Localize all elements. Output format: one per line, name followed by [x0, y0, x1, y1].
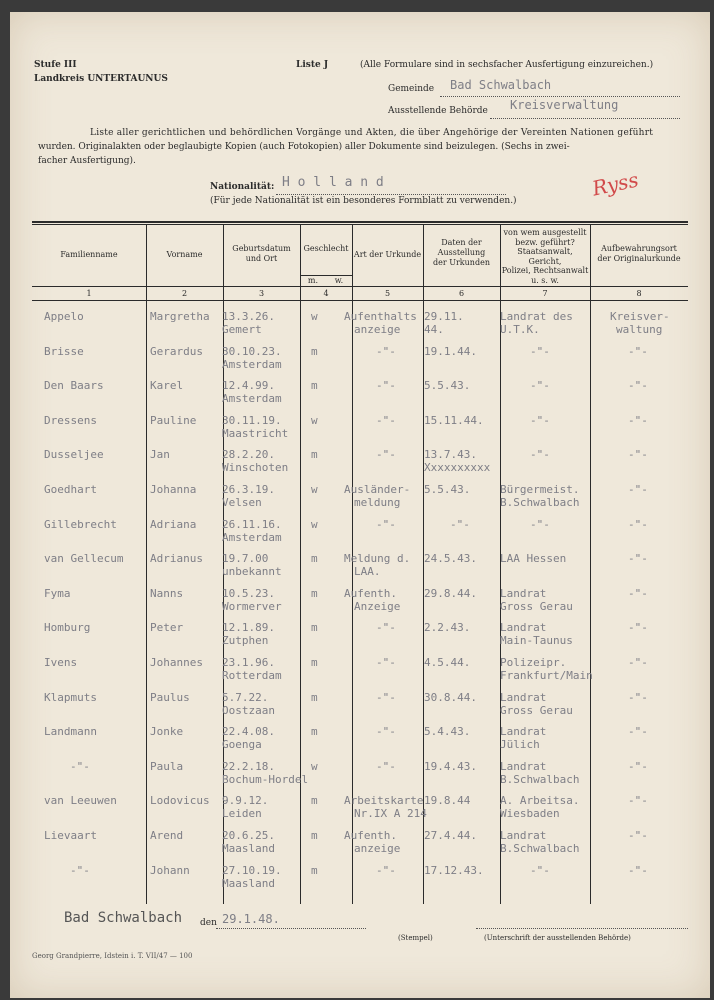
- cell-geschlecht: m: [311, 379, 318, 393]
- cell-vorname: Johannes: [150, 656, 203, 669]
- cell-geburtsort: Winschoten: [222, 461, 289, 475]
- cell-von-line1: Landrat des: [500, 310, 573, 323]
- cell-geburtsort: Gemert: [222, 323, 262, 336]
- cell-von-line2: Jülich: [500, 738, 540, 752]
- cell-geburtsort: Bochum-Hordel: [222, 772, 309, 786]
- col-number-5: 5: [384, 289, 391, 298]
- cell-geburtsdatum: 28.2.20.: [222, 448, 275, 462]
- cell-datum-line2: 44.: [424, 323, 444, 336]
- cell-familienname: -"-: [70, 759, 90, 773]
- table-top-rule: [32, 221, 688, 223]
- cell-datum-line1: 5.5.43.: [424, 379, 471, 393]
- cell-familienname: Lievaart: [44, 829, 97, 842]
- cell-art-line1: -"-: [376, 621, 396, 635]
- col-header-daten-line1: Daten der: [441, 238, 482, 247]
- cell-familienname: van Leeuwen: [44, 794, 117, 808]
- cell-art-line1: -"-: [376, 725, 396, 739]
- cell-geschlecht: w: [311, 517, 318, 531]
- footer-place: Bad Schwalbach: [64, 910, 183, 926]
- col-number-6: 6: [458, 289, 465, 298]
- col-number-8: 8: [636, 289, 642, 298]
- cell-datum-line1: 4.5.44.: [424, 656, 471, 669]
- cell-geschlecht: m: [311, 690, 318, 704]
- col-header-daten-line2: Ausstellung: [437, 248, 486, 257]
- cell-von-line2: Gross Gerau: [500, 599, 573, 613]
- gemeinde-label: Gemeinde: [388, 84, 435, 94]
- cell-datum-line1: 19.8.44: [424, 794, 471, 808]
- cell-von-line2: B.Schwalbach: [500, 772, 580, 786]
- cell-geschlecht: w: [311, 310, 318, 323]
- cell-vorname: Gerardus: [150, 344, 203, 358]
- cell-von-line1: Landrat: [500, 725, 547, 739]
- cell-familienname: Homburg: [44, 621, 91, 635]
- cell-datum-line1: 13.7.43.: [424, 448, 477, 462]
- cell-geschlecht: m: [311, 656, 318, 669]
- cell-ort-line1: -"-: [628, 413, 648, 427]
- cell-datum-line1: 2.2.43.: [424, 621, 471, 635]
- col-header-aufbewahrung-line2: der Originalurkunde: [597, 254, 681, 263]
- cell-von-line1: A. Arbeitsa.: [500, 794, 580, 808]
- col-header-geschlecht: Geschlecht: [303, 244, 349, 253]
- cell-von-line1: -"-: [530, 379, 550, 393]
- cell-geburtsdatum: 23.1.96.: [222, 656, 275, 669]
- cell-ort-line1: -"-: [628, 448, 648, 462]
- cell-vorname: Nanns: [150, 586, 184, 600]
- cell-geburtsort: Amsterdam: [222, 530, 282, 544]
- cell-geburtsdatum: 12.1.89.: [222, 621, 275, 635]
- cell-art-line1: -"-: [376, 759, 396, 773]
- cell-von-line1: Landrat: [500, 690, 547, 704]
- nationalitaet-dotted-line: [276, 194, 506, 195]
- cell-von-line1: LAA Hessen: [500, 552, 567, 566]
- cell-vorname: Adrianus: [150, 552, 203, 566]
- footer-date: 29.1.48.: [222, 912, 280, 926]
- cell-von-line1: Bürgermeist.: [500, 483, 580, 496]
- formulare-note: (Alle Formulare sind in sechsfacher Ausfertigung einzureichen.): [360, 60, 654, 70]
- cell-von-line2: U.T.K.: [500, 323, 540, 336]
- col-header-weiblich: w.: [334, 276, 344, 285]
- footer-unterschrift: (Unterschrift der ausstellenden Behörde): [484, 934, 631, 942]
- cell-geburtsdatum: 30.10.23.: [222, 344, 282, 358]
- cell-geburtsort: Oostzaan: [222, 703, 275, 717]
- cell-geschlecht: m: [311, 725, 318, 739]
- cell-datum-line1: 5.5.43.: [424, 483, 471, 496]
- cell-geburtsdatum: 12.4.99.: [222, 379, 275, 393]
- liste-label: Liste J: [296, 60, 329, 70]
- cell-von-line1: Landrat: [500, 621, 547, 635]
- cell-von-line2: Wiesbaden: [500, 807, 560, 821]
- cell-art-line2: anzeige: [354, 842, 401, 855]
- cell-geburtsort: Zutphen: [222, 634, 269, 648]
- col-number-4: 4: [323, 289, 329, 298]
- cell-art-line1: Aufenth.: [344, 829, 397, 842]
- cell-ort-line1: -"-: [628, 829, 648, 842]
- cell-geschlecht: w: [311, 759, 318, 773]
- cell-geburtsdatum: 30.11.19.: [222, 413, 282, 427]
- cell-vorname: Adriana: [150, 517, 197, 531]
- col-header-von-line5: u. s. w.: [531, 275, 559, 285]
- cell-ort-line1: -"-: [628, 344, 648, 358]
- cell-familienname: Klapmuts: [44, 690, 97, 704]
- stufe-label: Stufe III: [34, 60, 77, 70]
- cell-datum-line1: 30.8.44.: [424, 690, 477, 704]
- cell-geburtsdatum: 19.7.00: [222, 552, 269, 566]
- cell-art-line1: -"-: [376, 863, 396, 877]
- cell-familienname: Gillebrecht: [44, 517, 117, 531]
- cell-geburtsdatum: 20.6.25.: [222, 829, 275, 842]
- cell-geburtsort: Amsterdam: [222, 392, 282, 406]
- cell-vorname: Arend: [150, 829, 184, 842]
- cell-von-line1: -"-: [530, 863, 550, 877]
- cell-geschlecht: m: [311, 586, 318, 600]
- cell-art-line1: -"-: [376, 690, 396, 704]
- nationalitaet-note: (Für jede Nationalität ist ein besonderes Formblatt zu verwenden.): [210, 196, 517, 206]
- cell-vorname: Johanna: [150, 483, 197, 496]
- cell-ort-line1: -"-: [628, 725, 648, 739]
- col-header-von-wem: [500, 228, 590, 285]
- col-header-art: Art der Urkunde: [353, 250, 422, 259]
- cell-datum-line2: Xxxxxxxxxx: [424, 461, 491, 475]
- cell-geburtsdatum: 26.3.19.: [222, 483, 275, 496]
- col-header-von-line3: Staatsanwalt, Gericht,: [517, 247, 573, 266]
- intro-line-1: Liste aller gerichtlichen und behördlichen Vorgänge und Akten, die über Angehörige der Vereinten Nationen geführt: [90, 128, 654, 138]
- cell-datum-line1: 24.5.43.: [424, 552, 477, 566]
- col-number-1: 1: [86, 289, 92, 298]
- cell-vorname: Jan: [150, 448, 170, 462]
- col-header-geburt: [223, 244, 300, 264]
- cell-art-line1: Aufenthalts: [344, 310, 417, 323]
- cell-ort-line1: -"-: [628, 621, 648, 635]
- cell-familienname: Dressens: [44, 413, 97, 427]
- cell-ort-line1: -"-: [628, 794, 648, 808]
- cell-vorname: Pauline: [150, 413, 197, 427]
- nationalitaet-value: H o l l a n d: [282, 175, 384, 190]
- cell-vorname: Jonke: [150, 725, 184, 739]
- cell-ort-line1: -"-: [628, 759, 648, 773]
- cell-ort-line1: -"-: [628, 586, 648, 600]
- cell-geschlecht: m: [311, 552, 318, 566]
- col-header-daten-line3: der Urkunden: [433, 258, 490, 267]
- cell-vorname: Paulus: [150, 690, 190, 704]
- cell-familienname: van Gellecum: [44, 552, 124, 566]
- col-header-maennlich: m.: [307, 276, 319, 285]
- cell-von-line1: Landrat: [500, 829, 547, 842]
- cell-ort-line1: -"-: [628, 656, 648, 669]
- cell-datum-line1: 19.4.43.: [424, 759, 477, 773]
- behoerde-dotted-line: [490, 118, 680, 119]
- cell-ort-line1: Kreisver-: [610, 310, 670, 323]
- cell-art-line1: -"-: [376, 517, 396, 531]
- cell-familienname: Landmann: [44, 725, 97, 739]
- footer-den: den: [200, 918, 217, 928]
- cell-ort-line1: -"-: [628, 379, 648, 393]
- cell-geburtsort: Maasland: [222, 876, 275, 890]
- cell-familienname: -"-: [70, 863, 90, 877]
- cell-art-line1: Meldung d.: [344, 552, 411, 566]
- cell-art-line2: anzeige: [354, 323, 401, 336]
- footer-signature-line: [476, 928, 688, 929]
- cell-art-line1: -"-: [376, 344, 396, 358]
- cell-art-line2: Nr.IX A 214: [354, 807, 427, 821]
- cell-von-line1: -"-: [530, 448, 550, 462]
- col-header-von-line4: Polizei, Rechtsanwalt: [501, 266, 589, 275]
- cell-geschlecht: w: [311, 413, 318, 427]
- cell-vorname: Peter: [150, 621, 184, 635]
- cell-von-line2: Main-Taunus: [500, 634, 573, 648]
- nationalitaet-label: Nationalität:: [210, 182, 275, 192]
- cell-von-line2: Frankfurt/Main: [500, 669, 593, 682]
- col-divider-7: [590, 224, 591, 904]
- cell-von-line2: B.Schwalbach: [500, 496, 580, 509]
- cell-geschlecht: m: [311, 344, 318, 358]
- cell-geschlecht: m: [311, 448, 318, 462]
- cell-geschlecht: m: [311, 863, 318, 877]
- cell-geschlecht: m: [311, 829, 318, 842]
- cell-von-line2: Gross Gerau: [500, 703, 573, 717]
- cell-art-line1: Ausländer-: [344, 483, 411, 496]
- cell-geburtsort: Leiden: [222, 807, 262, 821]
- cell-vorname: Paula: [150, 759, 184, 773]
- landkreis-label: Landkreis UNTERTAUNUS: [34, 74, 168, 84]
- cell-datum-line1: 17.12.43.: [424, 863, 484, 877]
- red-handwritten-mark: Ryss: [590, 167, 641, 201]
- document-page: [10, 12, 710, 998]
- cell-datum-line1: 5.4.43.: [424, 725, 471, 739]
- col-header-familienname: Familienname: [60, 250, 118, 259]
- behoerde-value: Kreisverwaltung: [510, 98, 619, 112]
- cell-familienname: Den Baars: [44, 379, 104, 393]
- cell-geschlecht: m: [311, 794, 318, 808]
- gemeinde-value: Bad Schwalbach: [450, 78, 552, 92]
- cell-familienname: Brisse: [44, 344, 84, 358]
- cell-ort-line2: waltung: [616, 323, 663, 336]
- col-header-geburt-line1: Geburtsdatum: [232, 244, 291, 253]
- col-divider-1: [146, 224, 147, 904]
- cell-geschlecht: w: [311, 483, 318, 496]
- cell-geburtsort: Maastricht: [222, 426, 289, 440]
- cell-art-line1: Arbeitskarte: [344, 794, 424, 808]
- intro-line-3: facher Ausfertigung).: [38, 156, 136, 166]
- col-header-von-line2: bezw. geführt?: [515, 237, 575, 247]
- cell-datum-line1: 27.4.44.: [424, 829, 477, 842]
- cell-von-line1: -"-: [530, 413, 550, 427]
- cell-familienname: Fyma: [44, 586, 71, 600]
- cell-von-line1: -"-: [530, 344, 550, 358]
- cell-ort-line1: -"-: [628, 552, 648, 566]
- cell-geburtsdatum: 9.9.12.: [222, 794, 269, 808]
- cell-art-line1: -"-: [376, 379, 396, 393]
- cell-geburtsort: Goenga: [222, 738, 262, 752]
- col-header-vorname: Vorname: [166, 250, 203, 259]
- cell-art-line1: -"-: [376, 656, 396, 669]
- col-number-3: 3: [258, 289, 265, 298]
- intro-line-2: wurden. Originalakten oder beglaubigte Kopien (auch Fotokopien) aller Dokumente sind beizulegen. (Sechs in zwei-: [38, 142, 570, 152]
- cell-geschlecht: m: [311, 621, 318, 635]
- cell-von-line1: Landrat: [500, 759, 547, 773]
- cell-datum-line1: 29.11.: [424, 310, 464, 323]
- behoerde-label: Ausstellende Behörde: [388, 106, 488, 116]
- cell-ort-line1: -"-: [628, 483, 648, 496]
- cell-geburtsort: unbekannt: [222, 565, 282, 579]
- footer-stempel: (Stempel): [398, 934, 433, 942]
- cell-ort-line1: -"-: [628, 517, 648, 531]
- col-header-aufbewahrung-line1: Aufbewahrungsort: [601, 244, 677, 253]
- cell-ort-line1: -"-: [628, 690, 648, 704]
- gemeinde-dotted-line: [440, 96, 680, 97]
- col-header-geburt-line2: und Ort: [245, 254, 278, 263]
- cell-geburtsort: Maasland: [222, 842, 275, 855]
- cell-geburtsort: Rotterdam: [222, 669, 282, 682]
- cell-von-line1: Landrat: [500, 586, 547, 600]
- cell-familienname: Dusseljee: [44, 448, 104, 462]
- cell-vorname: Lodovicus: [150, 794, 210, 808]
- cell-geburtsdatum: 5.7.22.: [222, 690, 269, 704]
- cell-von-line2: B.Schwalbach: [500, 842, 580, 855]
- col-header-aufbewahrung: [590, 244, 688, 264]
- col-number-2: 2: [181, 289, 188, 298]
- cell-datum-line1: 29.8.44.: [424, 586, 477, 600]
- cell-vorname: Johann: [150, 863, 190, 877]
- cell-art-line1: -"-: [376, 413, 396, 427]
- footer-date-line: [216, 928, 366, 929]
- cell-ort-line1: -"-: [628, 863, 648, 877]
- footer-printer: Georg Grandpierre, Idstein i. T. VII/47 — 100: [32, 952, 193, 960]
- cell-datum-line1: 19.1.44.: [424, 344, 477, 358]
- cell-art-line2: meldung: [354, 496, 401, 509]
- col-divider-3: [300, 224, 301, 904]
- cell-von-line1: Polizeipr.: [500, 656, 567, 669]
- cell-geburtsdatum: 26.11.16.: [222, 517, 282, 531]
- col-number-7: 7: [542, 289, 548, 298]
- cell-geburtsdatum: 22.2.18.: [222, 759, 275, 773]
- col-header-von-line1: von wem ausgestellt: [503, 228, 587, 237]
- col-header-daten: [423, 238, 500, 268]
- cell-art-line1: -"-: [376, 448, 396, 462]
- cell-geburtsdatum: 27.10.19.: [222, 863, 282, 877]
- cell-datum-line1: -"-: [450, 517, 470, 531]
- cell-art-line1: Aufenth.: [344, 586, 397, 600]
- cell-vorname: Margretha: [150, 310, 210, 323]
- cell-art-line2: LAA.: [354, 565, 381, 579]
- cell-von-line1: -"-: [530, 517, 550, 531]
- cell-geburtsort: Amsterdam: [222, 357, 282, 371]
- cell-art-line2: Anzeige: [354, 599, 401, 613]
- cell-geburtsdatum: 22.4.08.: [222, 725, 275, 739]
- cell-familienname: Ivens: [44, 656, 78, 669]
- cell-geburtsort: Wormerver: [222, 599, 282, 613]
- cell-geburtsort: Velsen: [222, 496, 262, 509]
- cell-familienname: Appelo: [44, 310, 84, 323]
- cell-vorname: Karel: [150, 379, 184, 393]
- cell-familienname: Goedhart: [44, 483, 97, 496]
- cell-geburtsdatum: 10.5.23.: [222, 586, 275, 600]
- cell-geburtsdatum: 13.3.26.: [222, 310, 275, 323]
- cell-datum-line1: 15.11.44.: [424, 413, 484, 427]
